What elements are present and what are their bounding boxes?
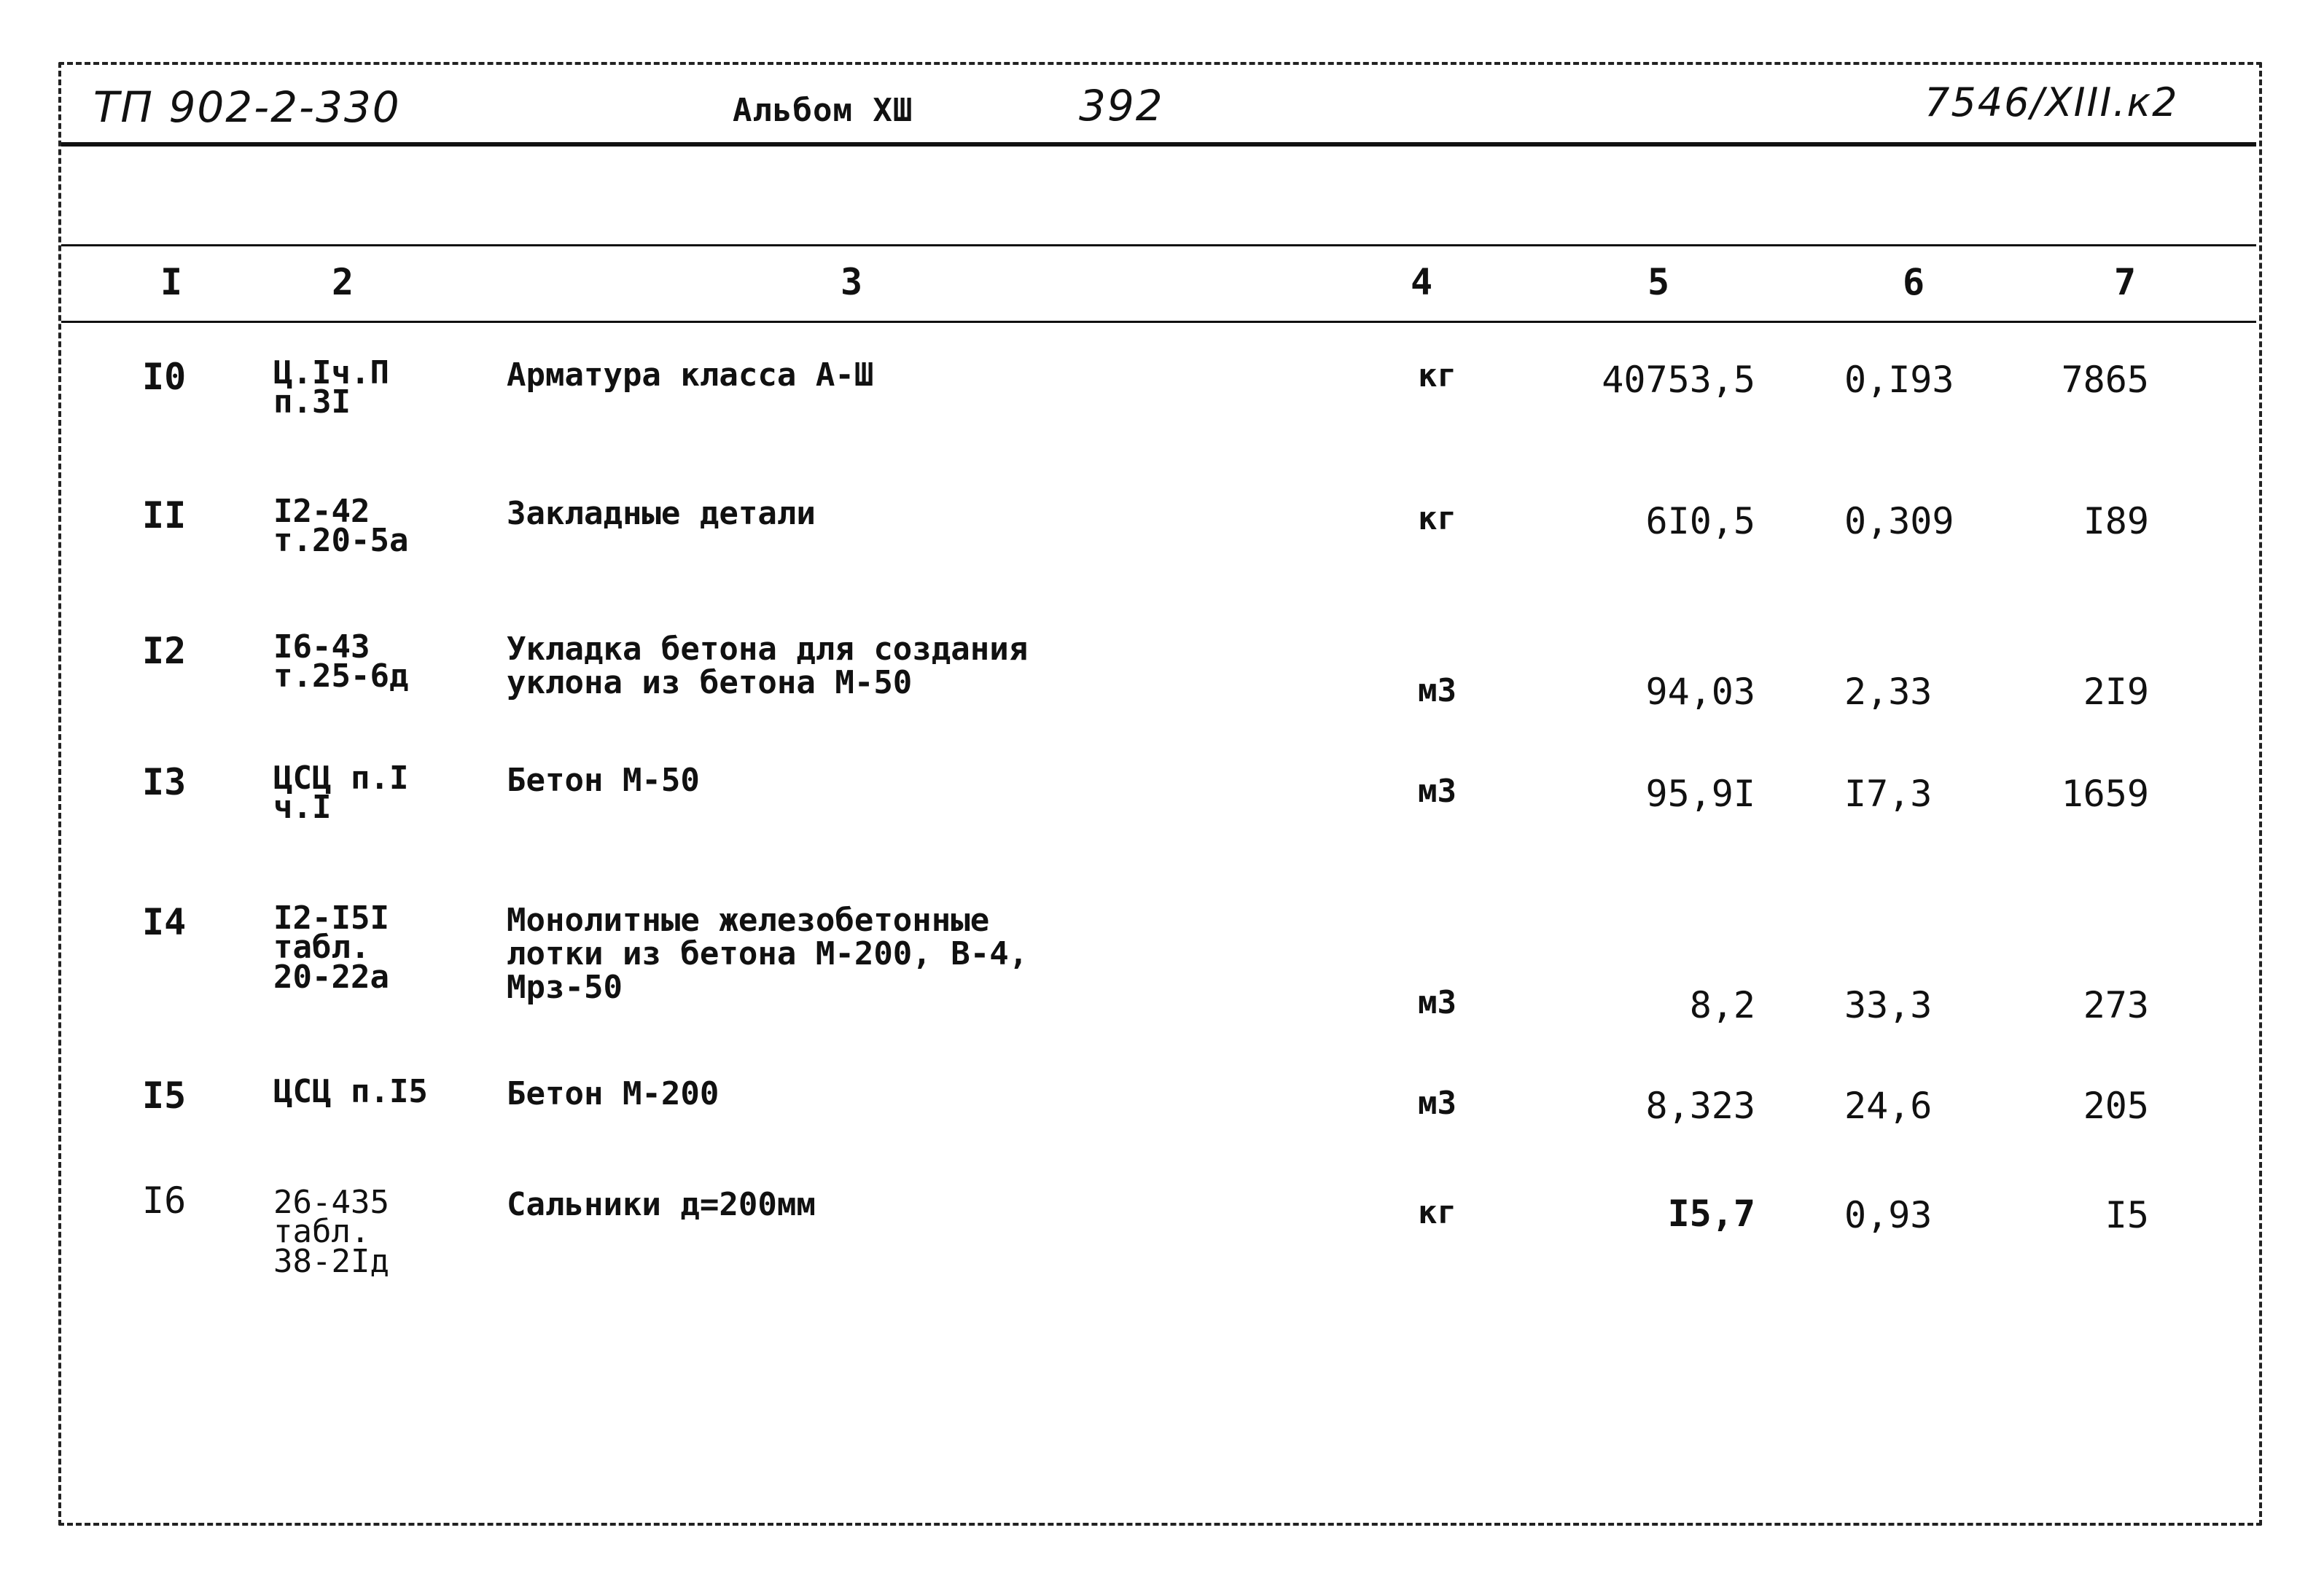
total-cost: 1659 — [2061, 773, 2149, 815]
price-reference: I6-43 т.25-6д — [273, 628, 409, 695]
price-reference: Ц.Iч.П п.3I — [273, 354, 389, 421]
column-number-7: 7 — [2113, 261, 2137, 303]
total-cost: 205 — [2083, 1085, 2149, 1127]
column-number-3: 3 — [840, 261, 863, 303]
quantity: 95,9I — [1645, 773, 1755, 815]
header-bottom-rule — [61, 321, 2256, 323]
unit-of-measure: м3 — [1418, 984, 1457, 1021]
work-description: Бетон М-200 — [507, 1075, 720, 1112]
work-description: Сальники д=200мм — [507, 1186, 816, 1223]
quantity: 40753,5 — [1602, 359, 1755, 401]
unit-of-measure: м3 — [1418, 773, 1457, 810]
unit-of-measure: кг — [1418, 500, 1457, 537]
album-label: Альбом ХШ — [733, 92, 913, 129]
quantity: 8,323 — [1645, 1085, 1755, 1127]
quantity: 6I0,5 — [1645, 500, 1755, 542]
total-cost: 273 — [2083, 984, 2149, 1026]
work-description: Бетон М-50 — [507, 762, 700, 799]
price-reference: I2-42 т.20-5а — [273, 493, 409, 560]
price-reference: ЦСЦ п.I ч.I — [273, 760, 409, 827]
column-number-4: 4 — [1410, 261, 1433, 303]
quantity: 8,2 — [1689, 984, 1755, 1026]
archive-code: 7546/XIII.к2 — [1925, 79, 2179, 125]
unit-price: 33,3 — [1844, 984, 1933, 1026]
title-block-rule — [61, 142, 2256, 147]
total-cost: 7865 — [2061, 359, 2149, 401]
work-description: Арматура класса А-Ш — [507, 356, 874, 394]
row-number: I0 — [142, 356, 187, 398]
row-number: I5 — [142, 1074, 187, 1117]
unit-of-measure: кг — [1418, 1194, 1457, 1231]
total-cost: 2I9 — [2083, 671, 2149, 713]
unit-of-measure: м3 — [1418, 1085, 1457, 1122]
unit-price: 2,33 — [1844, 671, 1933, 713]
work-description: Закладные детали — [507, 495, 816, 532]
price-reference: ЦСЦ п.I5 — [273, 1073, 428, 1110]
unit-price: I7,3 — [1844, 773, 1933, 815]
work-description: Укладка бетона для создания уклона из бетона М-50 — [507, 631, 1029, 702]
unit-of-measure: кг — [1418, 357, 1457, 394]
project-code: ТП 902-2-330 — [93, 82, 401, 132]
row-number: I4 — [142, 901, 187, 943]
column-number-2: 2 — [331, 261, 354, 303]
column-number-6: 6 — [1902, 261, 1925, 303]
work-description: Монолитные железобетонные лотки из бетона М-200, В-4, Мрз-50 — [507, 902, 1029, 1007]
quantity: 94,03 — [1645, 671, 1755, 713]
price-reference: 26-435 табл. 38-2Iд — [273, 1184, 389, 1280]
unit-price: 24,6 — [1844, 1085, 1933, 1127]
row-number: I6 — [142, 1179, 187, 1222]
unit-price: 0,309 — [1844, 500, 1954, 542]
column-number-1: I — [160, 261, 183, 303]
quantity: I5,7 — [1667, 1193, 1755, 1235]
total-cost: I5 — [2105, 1194, 2149, 1236]
price-reference: I2-I5I табл. 20-22а — [273, 900, 389, 996]
unit-price: 0,93 — [1844, 1194, 1933, 1236]
row-number: I2 — [142, 630, 187, 672]
unit-price: 0,I93 — [1844, 359, 1954, 401]
column-number-5: 5 — [1647, 261, 1670, 303]
page-number: 392 — [1079, 81, 1164, 130]
row-number: I3 — [142, 761, 187, 803]
total-cost: I89 — [2083, 500, 2149, 542]
unit-of-measure: м3 — [1418, 672, 1457, 709]
row-number: II — [142, 494, 187, 537]
table-top-rule — [61, 244, 2256, 246]
